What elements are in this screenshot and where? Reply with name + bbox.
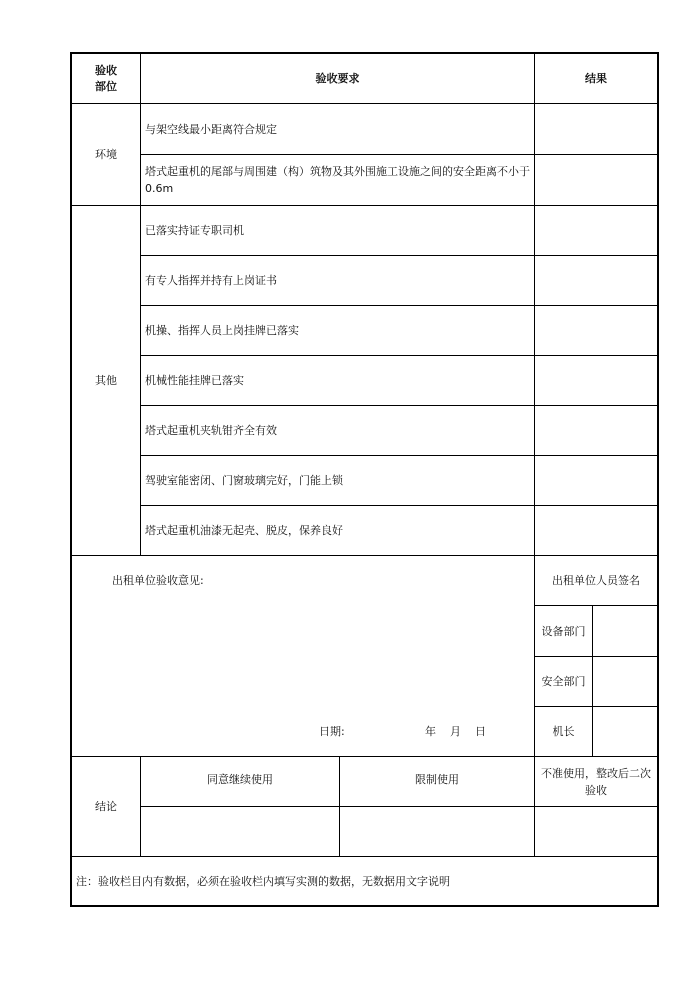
result-cell[interactable] xyxy=(535,306,657,355)
requirement-item: 塔式起重机油漆无起壳、脱皮，保养良好 xyxy=(145,524,343,537)
requirement-item: 已落实持证专职司机 xyxy=(145,224,244,237)
conclusion-option-continue: 同意继续使用 xyxy=(207,773,273,786)
signature-title: 出租单位人员签名 xyxy=(552,574,640,587)
header-requirement: 验收要求 xyxy=(315,72,360,85)
opinion-label: 出租单位验收意见: xyxy=(112,574,204,587)
date-units: 年 月 日 xyxy=(425,725,486,738)
conclusion-option-reject: 不准使用，整改后二次验收 xyxy=(541,766,651,797)
signature-field[interactable] xyxy=(593,657,657,706)
conclusion-option-restricted: 限制使用 xyxy=(415,773,459,786)
result-cell[interactable] xyxy=(535,506,657,555)
section-label-environment: 环境 xyxy=(95,148,117,161)
requirement-item: 驾驶室能密闭、门窗玻璃完好，门能上锁 xyxy=(145,474,343,487)
requirement-item: 塔式起重机夹轨钳齐全有效 xyxy=(145,424,277,437)
requirement-item: 与架空线最小距离符合规定 xyxy=(145,122,277,136)
result-cell[interactable] xyxy=(535,104,657,154)
header-result: 结果 xyxy=(585,72,607,85)
requirement-item: 机操、指挥人员上岗挂牌已落实 xyxy=(145,324,299,337)
signature-row-equipment: 设备部门 xyxy=(541,624,586,638)
requirement-item: 机械性能挂牌已落实 xyxy=(145,374,244,387)
signature-row-operator: 机长 xyxy=(552,725,575,738)
signature-row-safety: 安全部门 xyxy=(541,675,586,688)
result-cell[interactable] xyxy=(535,155,657,205)
opinion-area[interactable] xyxy=(72,594,534,714)
result-cell[interactable] xyxy=(535,456,657,505)
conclusion-check-continue[interactable] xyxy=(141,807,339,856)
acceptance-form xyxy=(70,52,659,907)
date-label: 日期: xyxy=(319,725,345,738)
result-cell[interactable] xyxy=(535,206,657,255)
signature-field[interactable] xyxy=(593,606,657,656)
footnote: 注：验收栏目内有数据，必须在验收栏内填写实测的数据，无数据用文字说明 xyxy=(76,874,450,888)
requirement-item: 塔式起重机的尾部与周围建（构）筑物及其外围施工设施之间的安全距离不小于0.6m xyxy=(145,165,530,195)
result-cell[interactable] xyxy=(535,356,657,405)
result-cell[interactable] xyxy=(535,406,657,455)
conclusion-label: 结论 xyxy=(95,800,117,813)
header-part: 验收 部位 xyxy=(95,63,117,93)
conclusion-check-reject[interactable] xyxy=(535,807,657,856)
section-label-other: 其他 xyxy=(95,374,117,387)
result-cell[interactable] xyxy=(535,256,657,305)
conclusion-check-restricted[interactable] xyxy=(340,807,534,856)
requirement-item: 有专人指挥并持有上岗证书 xyxy=(145,274,277,287)
signature-field[interactable] xyxy=(593,707,657,756)
